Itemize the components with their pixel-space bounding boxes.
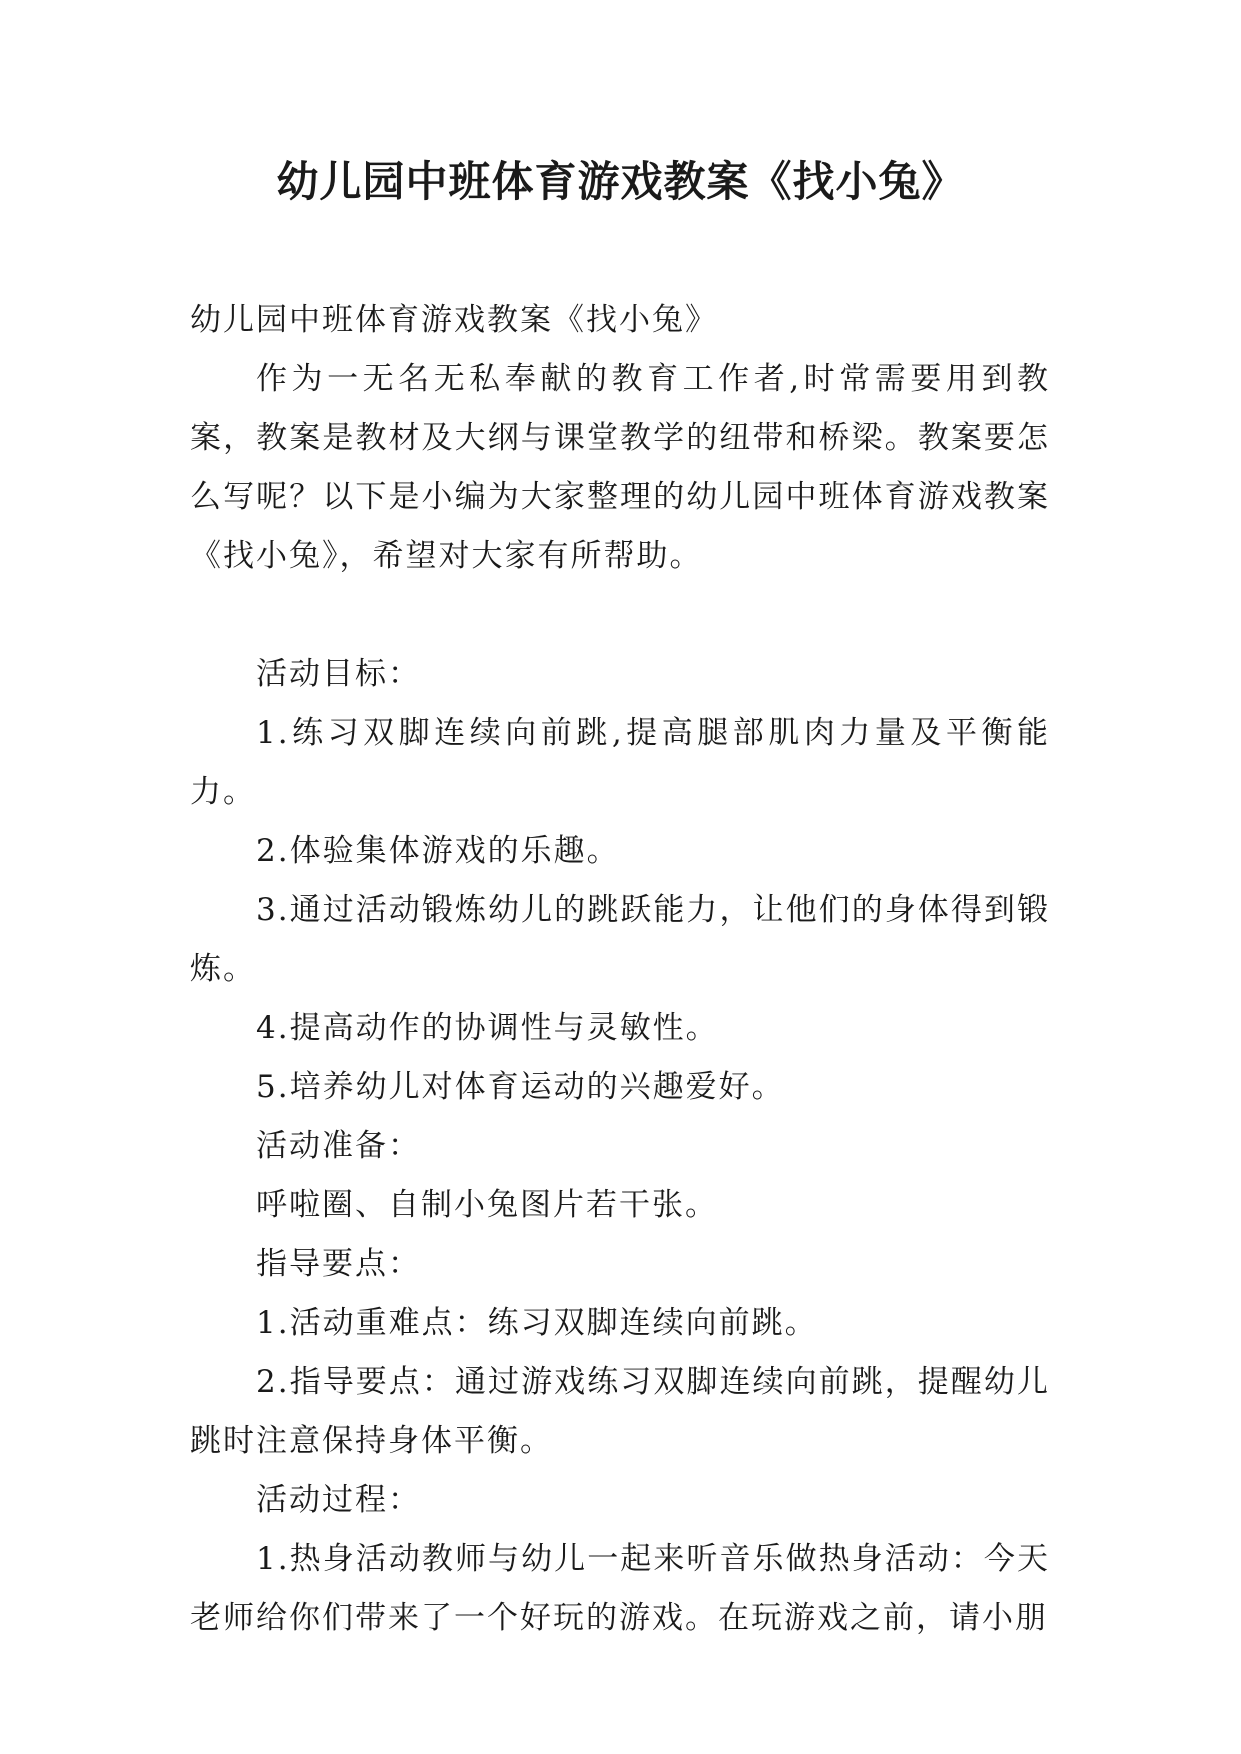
goal-item: 5.培养幼儿对体育运动的兴趣爱好。	[256, 1069, 785, 1105]
guidance-item: 1.活动重难点：练习双脚连续向前跳。	[256, 1305, 818, 1341]
goal-item: 2.体验集体游戏的乐趣。	[256, 833, 620, 869]
section-heading-goals: 活动目标：	[256, 656, 421, 692]
intro-paragraph: 作为一无名无私奉献的教育工作者,时常需要用到教案，教案是教材及大纲与课堂教学的纽带和桥梁。教案要怎么写呢？以下是小编为大家整理的幼儿园中班体育游戏教案《找小兔》，希望对大家有所帮助。	[190, 361, 1050, 574]
process-item: 1.热身活动教师与幼儿一起来听音乐做热身活动：今天老师给你们带来了一个好玩的游戏。在玩游戏之前，请小朋	[190, 1541, 1050, 1636]
section-heading-process: 活动过程：	[256, 1482, 421, 1518]
document-body	[190, 291, 1050, 1648]
blank-line	[190, 586, 1050, 645]
document-title: 幼儿园中班体育游戏教案《找小兔》	[276, 157, 965, 206]
section-heading-preparation: 活动准备：	[256, 1128, 421, 1164]
goal-item: 1.练习双脚连续向前跳,提高腿部肌肉力量及平衡能力。	[190, 715, 1050, 810]
section-heading-guidance: 指导要点：	[256, 1246, 421, 1282]
goal-item: 3.通过活动锻炼幼儿的跳跃能力，让他们的身体得到锻炼。	[190, 892, 1050, 987]
goal-item: 4.提高动作的协调性与灵敏性。	[256, 1010, 719, 1046]
preparation-text: 呼啦圈、自制小兔图片若干张。	[256, 1187, 718, 1223]
guidance-item: 2.指导要点：通过游戏练习双脚连续向前跳，提醒幼儿跳时注意保持身体平衡。	[190, 1364, 1050, 1459]
subtitle-paragraph: 幼儿园中班体育游戏教案《找小兔》	[190, 302, 718, 338]
